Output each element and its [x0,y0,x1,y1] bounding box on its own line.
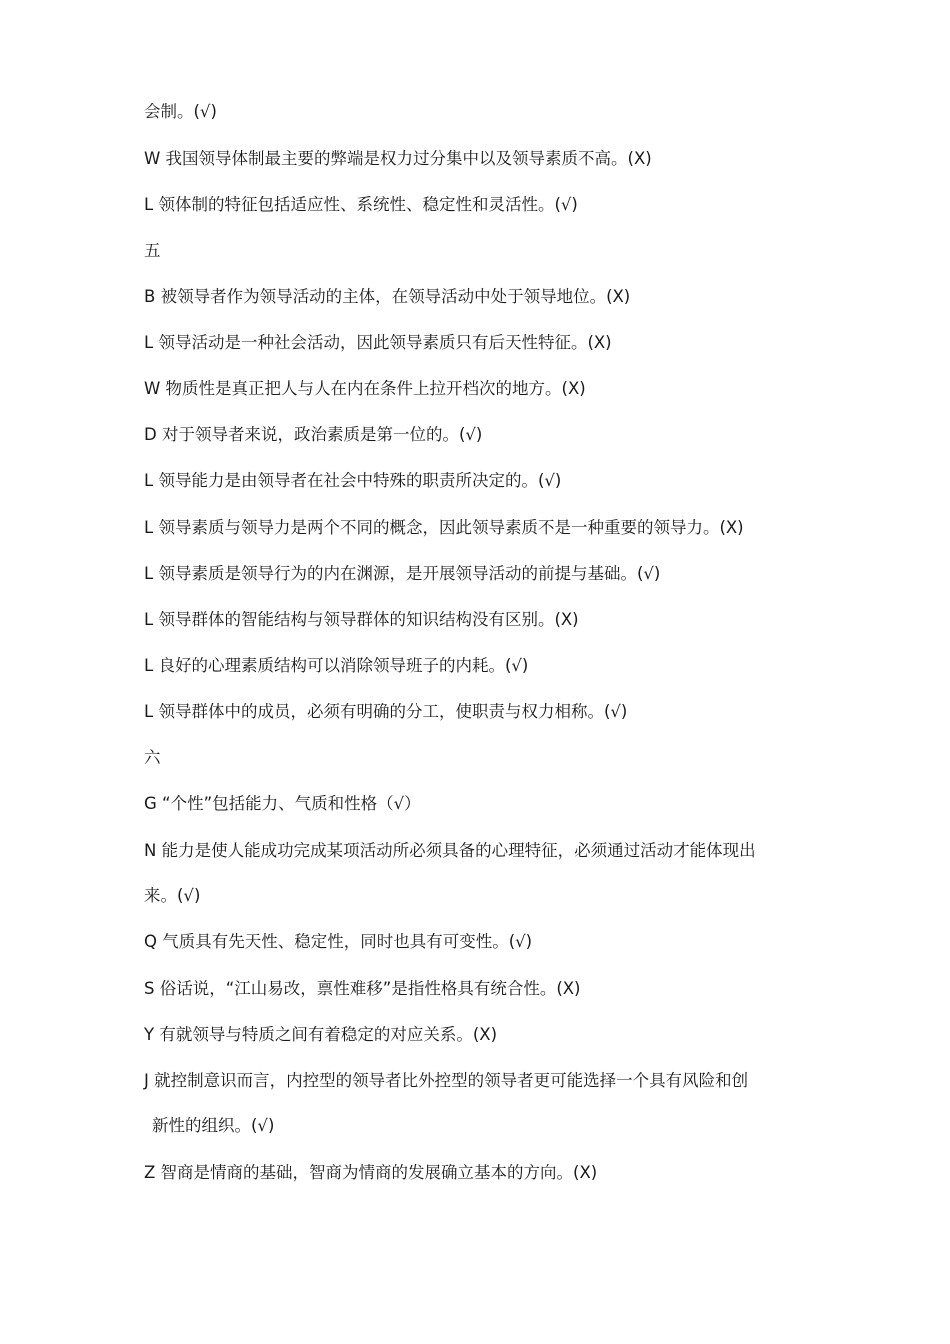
text-line: B 被领导者作为领导活动的主体，在领导活动中处于领导地位。(X) [144,287,631,306]
text-line-continuation: 新性的组织。(√) [152,1116,275,1135]
text-line: D 对于领导者来说，政治素质是第一位的。(√) [144,425,483,444]
text-line: N 能力是使人能成功完成某项活动所必须具备的心理特征，必须通过活动才能体现出 [144,841,756,860]
text-line: Q 气质具有先天性、稳定性，同时也具有可变性。(√) [144,932,533,951]
text-line: L 领导素质与领导力是两个不同的概念，因此领导素质不是一种重要的领导力。(X) [144,518,744,537]
text-line: L 领导活动是一种社会活动，因此领导素质只有后天性特征。(X) [144,333,612,352]
text-line: 会制。(√) [144,102,217,121]
text-line: L 领导群体中的成员，必须有明确的分工，使职责与权力相称。(√) [144,702,628,721]
text-line: W 物质性是真正把人与人在内在条件上拉开档次的地方。(X) [144,379,586,398]
text-line: L 领导群体的智能结构与领导群体的知识结构没有区别。(X) [144,610,579,629]
text-line: L 领导素质是领导行为的内在渊源，是开展领导活动的前提与基础。(√) [144,564,661,583]
text-line: J 就控制意识而言，内控型的领导者比外控型的领导者更可能选择一个具有风险和创 [144,1071,749,1090]
section-heading: 五 [144,241,161,260]
text-line: W 我国领导体制最主要的弊端是权力过分集中以及领导素质不高。(X) [144,149,652,168]
section-heading: 六 [144,748,161,767]
text-line: L 领导能力是由领导者在社会中特殊的职责所决定的。(√) [144,471,562,490]
text-line: Z 智商是情商的基础，智商为情商的发展确立基本的方向。(X) [144,1163,598,1182]
text-line: L 领体制的特征包括适应性、系统性、稳定性和灵活性。(√) [144,195,578,214]
text-line-continuation: 来。(√) [144,886,201,905]
text-line: L 良好的心理素质结构可以消除领导班子的内耗。(√) [144,656,529,675]
text-line: Y 有就领导与特质之间有着稳定的对应关系。(X) [144,1025,498,1044]
text-line: G “个性”包括能力、气质和性格（√） [144,794,421,813]
text-line: S 俗话说，“江山易改，禀性难移”是指性格具有统合性。(X) [144,979,581,998]
